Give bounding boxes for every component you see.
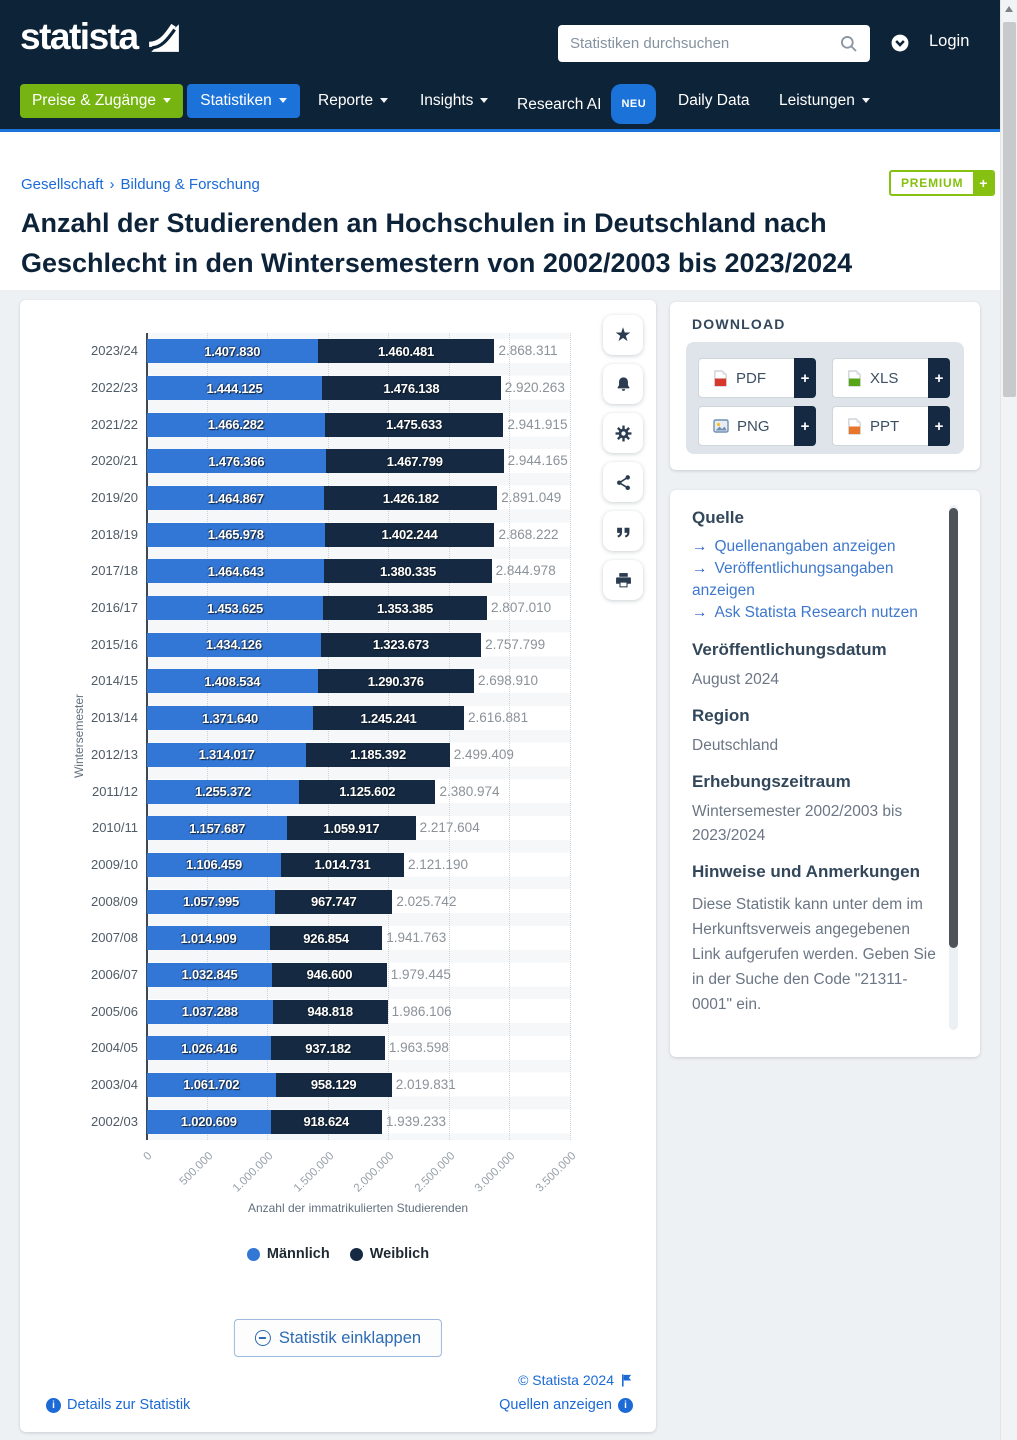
bar-segment-maennlich[interactable]: 1.157.687: [147, 816, 287, 840]
scrollbar-up-arrow[interactable]: [1005, 6, 1013, 12]
bar-segment-weiblich[interactable]: 1.290.376: [318, 669, 474, 693]
bar-total-label: 2.944.165: [507, 453, 568, 469]
bar-segment-maennlich[interactable]: 1.106.459: [147, 853, 281, 877]
x-tick-label: 2.000.000: [352, 1150, 397, 1195]
nav-label: Statistiken: [200, 92, 272, 109]
bar-segment-weiblich[interactable]: 937.182: [271, 1036, 385, 1060]
chart-row-label: 2006/07: [91, 966, 138, 982]
chart-row-label: 2013/14: [91, 710, 138, 726]
bar-total-label: 2.121.190: [407, 856, 469, 872]
chart-row-label: 2023/24: [91, 343, 138, 359]
bar-segment-weiblich[interactable]: 926.854: [270, 926, 382, 950]
legend-dot-maennlich: [247, 1248, 260, 1261]
bar-segment-maennlich[interactable]: 1.057.995: [147, 890, 275, 914]
bar-total-label: 2.217.604: [419, 820, 480, 836]
statistic-details-link[interactable]: [46, 1397, 190, 1413]
bar-segment-weiblich[interactable]: 1.185.392: [306, 743, 450, 767]
breadcrumb: [21, 176, 260, 193]
star-icon: ★: [614, 324, 632, 346]
chart-x-axis-title: Anzahl der immatrikulierten Studierenden: [247, 1201, 469, 1215]
link-label: Quellenangaben anzeigen: [714, 538, 896, 555]
bar-total-label: 2.807.010: [491, 600, 552, 616]
chart-row-label: 2010/11: [91, 820, 138, 836]
bar-segment-maennlich[interactable]: 1.371.640: [147, 706, 313, 730]
bar-segment-weiblich[interactable]: 1.380.335: [324, 559, 491, 583]
nav-label: Insights: [420, 92, 474, 109]
chevron-down-icon: [380, 98, 388, 103]
details-link-label: Details zur Statistik: [67, 1397, 191, 1413]
search-input[interactable]: [570, 35, 840, 52]
bar-segment-weiblich[interactable]: 1.125.602: [299, 780, 435, 804]
chart-row-label: 2018/19: [91, 526, 138, 542]
download-label: PPT: [870, 417, 900, 435]
top-navigation-bar: [0, 0, 1017, 132]
bar-segment-maennlich[interactable]: 1.444.125: [147, 376, 322, 400]
pdf-file-icon: [713, 370, 728, 387]
chart-row-label: 2011/12: [91, 783, 138, 799]
favorite-star-button[interactable]: [603, 315, 643, 355]
bar-total-label: 1.963.598: [388, 1040, 449, 1056]
login-link[interactable]: Login: [929, 32, 970, 50]
collapse-button-label: Statistik einklappen: [278, 1328, 422, 1347]
breadcrumb-separator: ›: [109, 176, 115, 193]
chart-row-label: 2016/17: [91, 600, 138, 616]
chart-row-label: 2017/18: [91, 563, 138, 579]
x-tick-label: 3.500.000: [533, 1150, 579, 1195]
nav-label: Preise & Zugänge: [31, 92, 157, 109]
source-heading: Quelle: [692, 508, 744, 527]
nav-label: Leistungen: [779, 92, 855, 109]
bar-segment-maennlich[interactable]: 1.464.643: [147, 559, 324, 583]
bar-segment-weiblich[interactable]: 1.467.799: [326, 449, 504, 473]
bar-segment-weiblich[interactable]: 958.129: [276, 1073, 392, 1097]
x-tick-label: 1.000.000: [230, 1150, 276, 1195]
bar-segment-maennlich[interactable]: 1.464.867: [147, 486, 324, 510]
download-label: PDF: [736, 369, 766, 387]
download-png-button[interactable]: [698, 406, 816, 446]
download-title: DOWNLOAD: [692, 316, 786, 332]
statista-logo-text: statista: [20, 16, 138, 57]
nav-statistiken-button[interactable]: [187, 84, 300, 118]
link-quellenangaben[interactable]: [692, 536, 940, 558]
bar-total-label: 2.920.263: [504, 380, 565, 396]
download-label: PNG: [737, 417, 770, 435]
download-label: XLS: [870, 369, 899, 387]
statista-logo-icon: [147, 20, 181, 54]
bar-segment-weiblich[interactable]: 967.747: [275, 890, 392, 914]
copyright-text: © Statista 2024: [518, 1372, 614, 1388]
notes-text: Diese Statistik kann unter dem im Herkunftsverweis angegebenen Link aufgerufen werden. Geben Sie in der Suche den Code "21311-0001" ein.: [692, 896, 936, 1013]
bar-segment-weiblich[interactable]: 1.245.241: [313, 706, 464, 730]
published-date-heading: Veröffentlichungsdatum: [692, 640, 887, 659]
bar-segment-weiblich[interactable]: 948.818: [273, 1000, 388, 1024]
bar-segment-maennlich[interactable]: 1.020.609: [147, 1110, 271, 1134]
chevron-down-icon: [480, 98, 488, 103]
notes-heading: Hinweise und Anmerkungen: [692, 862, 920, 881]
source-info-card: [670, 490, 980, 1057]
minus-circle-icon: [255, 1330, 271, 1346]
bar-total-label: 2.844.978: [495, 563, 556, 579]
premium-badge: [889, 170, 995, 196]
statista-logo[interactable]: [20, 16, 181, 58]
chart-action-rail: [603, 315, 643, 609]
legend-item-maennlich[interactable]: [247, 1246, 330, 1262]
collapse-statistic-button[interactable]: [234, 1319, 442, 1357]
bar-segment-weiblich[interactable]: 918.624: [271, 1110, 382, 1134]
sources-link-label: Quellen anzeigen: [499, 1397, 612, 1413]
settings-gear-button[interactable]: [603, 413, 643, 453]
bar-segment-maennlich[interactable]: 1.032.845: [147, 963, 272, 987]
gridline: [570, 333, 571, 1140]
chart-row-label: 2002/03: [91, 1113, 138, 1129]
bar-segment-maennlich[interactable]: 1.476.366: [147, 449, 326, 473]
bar-segment-weiblich[interactable]: 1.353.385: [323, 596, 487, 620]
neu-badge: NEU: [611, 84, 656, 124]
legend-dot-weiblich: [350, 1248, 363, 1261]
bar-segment-maennlich[interactable]: 1.037.288: [147, 1000, 273, 1024]
chevron-down-icon: [862, 98, 870, 103]
download-pdf-button[interactable]: [698, 358, 816, 398]
download-xls-plus-button[interactable]: +: [928, 358, 950, 398]
info-icon: [46, 1398, 61, 1413]
download-png-plus-button[interactable]: +: [794, 406, 816, 446]
bar-segment-weiblich[interactable]: 1.323.673: [321, 633, 481, 657]
chart-row-label: 2007/08: [91, 930, 138, 946]
chevron-down-icon: [279, 98, 287, 103]
page-scrollbar-thumb[interactable]: [1003, 22, 1016, 397]
legend-label: Männlich: [266, 1246, 330, 1262]
quote-icon: [615, 523, 632, 540]
legend-item-weiblich[interactable]: [350, 1246, 429, 1262]
nav-reporte[interactable]: [318, 84, 388, 118]
bar-segment-weiblich[interactable]: 1.014.731: [281, 853, 404, 877]
bar-segment-weiblich[interactable]: 1.426.182: [324, 486, 497, 510]
bar-total-label: 2.698.910: [477, 673, 539, 689]
info-icon: [618, 1398, 633, 1413]
bar-segment-weiblich[interactable]: 1.476.138: [322, 376, 501, 400]
bar-segment-maennlich[interactable]: 1.255.372: [147, 780, 299, 804]
arrow-right-icon: →: [692, 560, 708, 577]
show-sources-link[interactable]: [499, 1397, 633, 1413]
nav-label: Research AI: [517, 96, 602, 113]
survey-period-value: Wintersemester 2002/2003 bis 2023/2024: [692, 803, 903, 844]
copyright-note: [518, 1372, 633, 1388]
bar-segment-maennlich[interactable]: 1.465.978: [147, 523, 325, 547]
download-pdf-plus-button[interactable]: +: [794, 358, 816, 398]
download-card: [670, 302, 980, 470]
nav-daily-data[interactable]: [678, 84, 750, 118]
x-tick-label: 0: [141, 1150, 155, 1164]
bar-total-label: 1.939.233: [385, 1113, 446, 1129]
bar-total-label: 1.986.106: [391, 1003, 452, 1019]
link-label: Veröffentlichungsangaben anzeigen: [692, 560, 894, 599]
ppt-file-icon: [847, 418, 862, 435]
arrow-right-icon: →: [692, 538, 708, 555]
search-icon[interactable]: [840, 35, 858, 53]
nav-research-ai[interactable]: [517, 84, 656, 118]
chart-row-label: 2012/13: [91, 746, 138, 762]
chart-row-label: 2014/15: [91, 673, 138, 689]
chart-row-label: 2020/21: [91, 453, 138, 469]
bar-segment-weiblich[interactable]: 946.600: [272, 963, 387, 987]
bar-total-label: 2.757.799: [485, 636, 546, 652]
region-heading: Region: [692, 706, 750, 725]
bar-total-label: 2.499.409: [453, 746, 514, 762]
bar-segment-maennlich[interactable]: 1.061.702: [147, 1073, 276, 1097]
download-xls-button[interactable]: [832, 358, 950, 398]
bar-total-label: 1.941.763: [386, 930, 447, 946]
link-ask-statista-research[interactable]: [692, 602, 940, 624]
bar-total-label: 2.868.222: [498, 526, 559, 542]
alert-bell-button[interactable]: [603, 364, 643, 404]
card-scrollbar-thumb[interactable]: [949, 508, 958, 948]
bar-total-label: 2.019.831: [395, 1076, 456, 1092]
link-veroeffentlichungsangaben[interactable]: [692, 558, 940, 602]
chart-y-axis-title: Wintersemester: [72, 693, 86, 779]
region-value: Deutschland: [692, 737, 779, 754]
chart-row-label: 2019/20: [91, 490, 138, 506]
x-tick-label: 3.000.000: [473, 1150, 518, 1195]
share-button[interactable]: [603, 462, 643, 502]
nav-label: Daily Data: [678, 92, 750, 109]
breadcrumb-gesellschaft[interactable]: Gesellschaft: [21, 176, 104, 193]
nav-insights[interactable]: [420, 84, 488, 118]
bar-segment-maennlich[interactable]: 1.314.017: [147, 743, 306, 767]
bar-total-label: 2.380.974: [439, 783, 500, 799]
print-icon: [615, 572, 632, 589]
bar-total-label: 2.941.915: [507, 416, 568, 432]
x-tick-label: 1.500.000: [291, 1150, 337, 1195]
bar-total-label: 2.868.311: [498, 343, 558, 359]
download-panel: [686, 342, 964, 454]
chart-row-label: 2022/23: [91, 380, 138, 396]
x-tick-label: 500.000: [177, 1150, 216, 1188]
bar-total-label: 2.891.049: [501, 490, 562, 506]
bar-segment-maennlich[interactable]: 1.407.830: [147, 339, 318, 363]
bar-segment-maennlich[interactable]: 1.014.909: [147, 926, 270, 950]
card-scrollbar-track[interactable]: [949, 505, 958, 1030]
arrow-right-icon: →: [692, 604, 708, 621]
print-button[interactable]: [603, 560, 643, 600]
share-icon: [615, 474, 632, 491]
bar-total-label: 2.616.881: [468, 710, 529, 726]
bar-segment-maennlich[interactable]: 1.026.416: [147, 1036, 271, 1060]
chart-row-label: 2009/10: [91, 856, 138, 872]
chart-legend: [20, 1246, 656, 1262]
bar-segment-weiblich[interactable]: 1.475.633: [325, 413, 504, 437]
nav-leistungen[interactable]: [779, 84, 870, 118]
chart-row-label: 2021/22: [91, 416, 138, 432]
download-ppt-button[interactable]: [832, 406, 950, 446]
link-label: Ask Statista Research nutzen: [714, 604, 918, 621]
gear-icon: [615, 425, 632, 442]
page-title: Anzahl der Studierenden an Hochschulen in Deutschland nach Geschlecht in den Wintersemestern von 2002/2003 bis 2023/2024: [21, 208, 853, 278]
bar-segment-weiblich[interactable]: 1.059.917: [287, 816, 415, 840]
premium-plus-icon[interactable]: +: [973, 172, 993, 194]
chevron-down-icon: [163, 98, 171, 103]
bar-segment-maennlich[interactable]: 1.466.282: [147, 413, 325, 437]
survey-period-heading: Erhebungszeitraum: [692, 772, 851, 791]
chart-row-label: 2004/05: [91, 1040, 138, 1056]
chart-row-label: 2015/16: [91, 636, 138, 652]
cite-quote-button[interactable]: [603, 511, 643, 551]
x-tick-label: 2.500.000: [412, 1150, 458, 1195]
language-globe-icon[interactable]: [891, 34, 909, 52]
flag-icon[interactable]: [620, 1373, 633, 1388]
statistic-chart-card: [20, 300, 656, 1432]
chart-row-label: 2005/06: [91, 1003, 138, 1019]
png-image-icon: [713, 419, 729, 434]
chart-plot-area: [141, 333, 579, 1215]
chart-row-label: 2008/09: [91, 893, 138, 909]
breadcrumb-bildung-forschung[interactable]: Bildung & Forschung: [120, 176, 260, 193]
premium-label: PREMIUM: [901, 176, 964, 190]
published-date-value: August 2024: [692, 671, 780, 688]
bar-segment-maennlich[interactable]: 1.434.126: [147, 633, 321, 657]
search-bar[interactable]: [558, 25, 870, 62]
download-ppt-plus-button[interactable]: +: [928, 406, 950, 446]
bar-segment-weiblich[interactable]: 1.402.244: [325, 523, 495, 547]
bar-total-label: 2.025.742: [396, 893, 457, 909]
bar-total-label: 1.979.445: [390, 966, 451, 982]
legend-label: Weiblich: [369, 1246, 430, 1262]
bell-icon: [615, 376, 632, 393]
page-scrollbar[interactable]: [1000, 0, 1017, 1440]
bar-segment-weiblich[interactable]: 1.460.481: [318, 339, 495, 363]
bar-segment-maennlich[interactable]: 1.453.625: [147, 596, 323, 620]
nav-label: Reporte: [318, 92, 374, 109]
xls-file-icon: [847, 370, 862, 387]
nav-preise-zugaenge-button[interactable]: [20, 84, 183, 118]
bar-segment-maennlich[interactable]: 1.408.534: [147, 669, 318, 693]
chart-row-label: 2003/04: [91, 1076, 138, 1092]
